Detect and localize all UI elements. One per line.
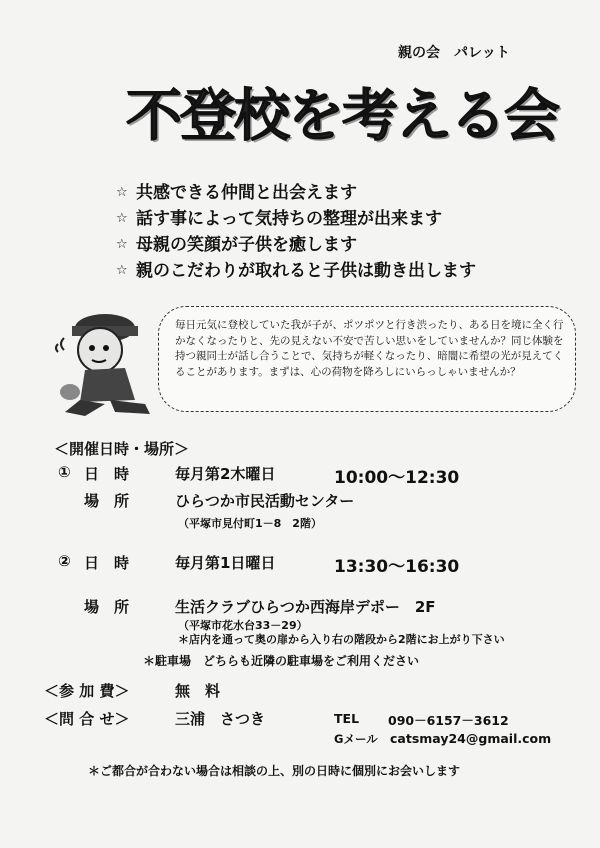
session1-date: 毎月第2木曜日 [175,465,276,483]
page-title: 不登校を考える会 [126,84,558,149]
sitting-child-illustration [50,300,160,420]
footer-note: ＊ご都合が合わない場合は相談の上、別の日時に個別にお会いします [88,764,461,778]
star-icon: ☆ [116,263,128,278]
session-number: ② [58,552,71,570]
session2-note: ＊店内を通って奥の扉から入り右の階段から2階にお上がり下さい [178,633,505,646]
session2-time: 13:30～16:30 [334,557,460,577]
tel-number: 090－6157－3612 [388,713,509,728]
list-item: ☆ 共感できる仲間と出会えます [116,180,476,206]
schedule-heading: ＜開催日時・場所＞ [54,440,190,458]
parking-note: ＊駐車場 どちらも近隣の駐車場をご利用ください [143,654,420,668]
fee-value: 無 料 [175,682,221,700]
star-icon: ☆ [116,211,128,226]
date-label: 日 時 [84,554,130,572]
date-label: 日 時 [84,465,130,483]
session2-address: （平塚市花水台33－29） [178,619,308,632]
tel-label: TEL [334,711,360,726]
organization-name: 親の会 パレット [398,45,510,61]
list-item: ☆ 親のこだわりが取れると子供は動き出します [116,258,476,284]
session1-time: 10:00～12:30 [334,468,460,488]
inquiry-label: ＜問 合 せ＞ [44,710,130,728]
list-item: ☆ 話す事によって気持ちの整理が出来ます [116,206,476,232]
mail-address: catsmay24@gmail.com [390,731,552,746]
list-item: ☆ 母親の笑顔が子供を癒します [116,232,476,258]
session1-address: （平塚市見付町1－8 2階） [178,517,322,530]
fee-label: ＜参 加 費＞ [44,682,130,700]
session2-place: 生活クラブひらつか西海岸デポー 2F [175,598,436,616]
contact-name: 三浦 さつき [175,710,266,728]
place-label: 場 所 [84,598,130,616]
place-label: 場 所 [84,492,130,510]
session1-place: ひらつか市民活動センター [175,492,355,510]
session2-date: 毎月第1日曜日 [175,554,276,572]
mail-label: Gメール [334,732,378,746]
message-text: 毎日元気に登校していた我が子が、ポツポツと行き渋ったり、ある日を境に全く行かなくなったりと、先の見えない不安で苦しい思いをしていませんか？同じ体験を持つ親同士が話し合うことで、気持ちが軽くなったり、暗闇に希望の光が見えてくることがあります。まずは、心の荷物を降ろしにいらっしゃいませんか？ [175,319,564,378]
session-number: ① [58,463,71,481]
benefit-list [116,180,476,284]
star-icon: ☆ [116,237,128,252]
star-icon: ☆ [116,185,128,200]
